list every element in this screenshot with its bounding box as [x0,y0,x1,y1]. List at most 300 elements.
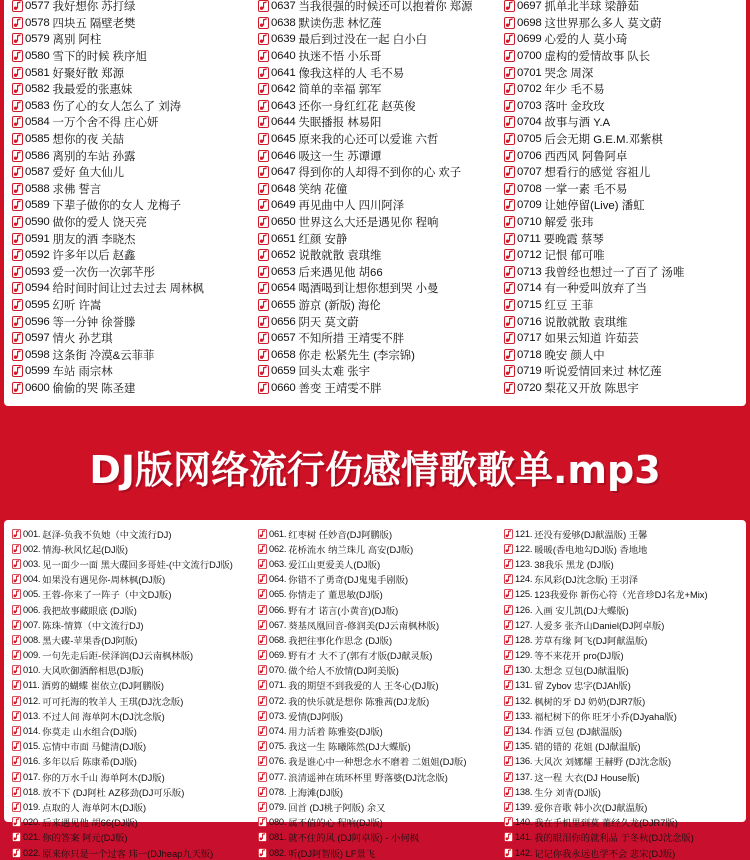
song-title: 爱好 鱼大仙儿 [52,167,125,180]
song-number: 080. [268,817,287,828]
song-number: 141. [514,832,533,843]
song-title: 朋友的酒 李晓杰 [52,233,136,246]
song-list-item [12,799,250,814]
song-number: 013. [23,710,41,721]
song-number: 130. [514,665,533,676]
song-title: 不知所措 王靖雯不胖 [298,333,405,346]
song-list-item [258,147,496,164]
song-number: 0640 [270,50,296,63]
music-note-icon [258,299,269,311]
song-list-item [12,708,250,723]
music-note-icon [258,133,269,145]
music-note-icon [12,382,23,394]
music-note-icon [258,756,267,766]
music-note-icon [258,199,269,211]
music-note-icon [504,133,515,145]
song-number: 0593 [25,265,50,278]
song-title: 多年以后 陈康希(DJ版) [42,757,137,768]
song-number: 139. [514,801,533,812]
song-number: 0697 [516,0,542,13]
music-note-icon [12,635,21,645]
song-number: 133. [514,710,533,721]
song-list-item [504,147,742,164]
song-title: 离别 阿柱 [52,34,102,47]
song-list-item [12,264,250,281]
song-list-item [504,31,742,48]
song-list-item [504,214,742,231]
top-song-list-panel [4,0,746,406]
music-note-icon [504,50,515,62]
song-number: 0600 [25,381,50,394]
song-number: 0718 [516,348,542,361]
song-list-item [504,363,742,380]
song-list-item [258,313,496,330]
music-note-icon [504,382,515,394]
song-number: 003. [23,558,41,569]
song-list-item [12,648,250,663]
song-number: 0653 [270,265,296,278]
bottom-columns [6,526,744,859]
music-note-icon [258,216,269,228]
music-note-icon [12,299,23,311]
song-list-item [12,769,250,784]
song-number: 0720 [516,381,542,394]
song-number: 0716 [516,315,542,328]
song-title: 年少 毛不易 [544,84,605,97]
music-note-icon [504,349,515,361]
song-list-item [504,81,742,98]
song-title: 后来遇见他 胡66(DJ版) [42,818,138,829]
music-note-icon [12,741,21,751]
song-title: 我是谁心中一种想念水不磨着 二姐姐(DJ版) [288,757,467,768]
music-note-icon [12,282,23,294]
song-list-item [12,48,250,65]
song-list-item [12,0,250,15]
song-number: 070. [268,665,287,676]
song-list-item [504,541,742,556]
music-note-icon [504,529,513,539]
music-note-icon [258,0,269,12]
music-note-icon [12,620,21,630]
music-note-icon [258,589,267,599]
music-note-icon [12,365,23,377]
song-number: 0646 [270,149,296,162]
song-title: 我好想你 苏打绿 [52,1,136,14]
song-number: 0577 [25,0,50,13]
song-list-item [12,181,250,198]
music-note-icon [504,680,513,690]
music-note-icon [258,832,267,842]
song-list-item [504,230,742,247]
song-number: 077. [268,771,287,782]
song-list-item [258,280,496,297]
song-number: 0656 [270,315,296,328]
music-note-icon [504,605,513,615]
song-number: 0582 [25,83,50,96]
song-list-item [504,297,742,314]
song-title: 38我乐 黑龙 (DJ版) [534,559,614,570]
song-number: 0644 [270,116,296,129]
song-list-item [504,587,742,602]
song-number: 0712 [516,249,542,262]
song-title: 暖暖(香电地勾DJ版) 香地地 [534,544,648,555]
music-note-icon [258,741,267,751]
song-list-item [12,131,250,148]
music-note-icon [258,316,269,328]
song-title: 等一分钟 徐誉滕 [52,316,136,329]
music-note-icon [504,559,513,569]
song-title: 默读伤悲 林忆莲 [298,17,382,30]
song-list-item [12,678,250,693]
music-note-icon [12,756,21,766]
song-number: 126. [514,604,533,615]
song-list-item [12,632,250,647]
song-title: 不过人间 海单阿木(DJ沈念版) [42,711,165,722]
music-note-icon [504,100,515,112]
song-number: 128. [514,634,533,645]
music-note-icon [12,574,21,584]
music-note-icon [12,848,21,858]
song-number: 138. [514,786,533,797]
song-list-item [258,230,496,247]
song-list-item [258,164,496,181]
song-title: 得到你的人却得不到你的心 欢子 [298,167,462,180]
top-column-2 [252,0,498,404]
song-number: 0589 [25,199,50,212]
song-list-item [258,845,496,860]
song-number: 0707 [516,166,542,179]
music-note-icon [504,249,515,261]
song-title: 让她停留(Live) 潘虹 [544,200,645,213]
music-note-icon [12,332,23,344]
song-list-item [258,587,496,602]
music-note-icon [258,665,267,675]
song-list-item [12,313,250,330]
song-list-item [12,541,250,556]
music-note-icon [258,349,269,361]
music-note-icon [504,620,513,630]
song-list-item [504,723,742,738]
music-note-icon [12,50,23,62]
song-list-item [258,363,496,380]
song-title: 生分 刘青(DJ版) [534,787,601,798]
song-list-item [258,617,496,632]
song-title: 如果没有遇见你-周林枫(DJ版) [42,575,166,586]
song-title: 车站 雨宗林 [52,366,113,379]
song-number: 0578 [25,16,50,29]
song-title: 下辈子做你的女人 龙梅子 [52,200,182,213]
song-number: 0591 [25,232,50,245]
song-title: 阴天 莫文蔚 [298,316,359,329]
song-number: 0643 [270,99,296,112]
music-note-icon [12,665,21,675]
song-title: 回头太难 张宇 [298,366,371,379]
song-title: 失眠播报 林易阳 [298,117,382,130]
music-note-icon [504,756,513,766]
song-number: 135. [514,741,533,752]
song-number: 069. [268,650,287,661]
song-list-item [12,197,250,214]
song-number: 0639 [270,33,296,46]
song-list-item [504,784,742,799]
song-title: 游京 (新版) 海伦 [298,299,381,312]
song-number: 0651 [270,232,296,245]
song-title: 王蓉-你来了一阵子（中文DJ版) [42,590,172,601]
music-note-icon [504,150,515,162]
song-title: 偷偷的哭 陈圣建 [52,382,136,395]
song-title: 野有才 大不了(郭有才版(DJ献灵版) [288,651,433,662]
song-list-item [258,678,496,693]
music-note-icon [504,183,515,195]
song-list-item [504,280,742,297]
song-list-item [504,98,742,115]
top-column-3 [498,0,744,404]
song-list-item [258,739,496,754]
song-list-item [258,48,496,65]
music-note-icon [12,817,21,827]
song-title: 浪清遥神在琉环杯里 野落婆(DJ沈念版) [288,772,448,783]
song-number: 0715 [516,298,542,311]
song-list-item [258,693,496,708]
song-list-item [12,346,250,363]
music-note-icon [12,559,21,569]
top-column-1 [6,0,252,404]
music-note-icon [258,574,267,584]
song-number: 123. [514,558,533,569]
song-title: 晚安 颜人中 [544,349,605,362]
song-number: 0652 [270,249,296,262]
song-number: 0642 [270,83,296,96]
song-list-item [504,678,742,693]
song-number: 015. [23,741,41,752]
song-number: 0584 [25,116,50,129]
song-list-item [12,64,250,81]
music-note-icon [504,199,515,211]
song-list-item [12,617,250,632]
song-number: 020. [23,817,41,828]
song-title: 酒剪的蝴蝶 崔依立(DJ阿鹏版) [41,681,165,692]
music-note-icon [258,680,267,690]
song-list-item [258,15,496,32]
song-number: 073. [268,710,287,721]
song-number: 0655 [270,298,296,311]
song-number: 071. [268,680,287,691]
music-note-icon [12,100,23,112]
music-note-icon [504,266,515,278]
song-title: 留 Zybov 忠字(DJAh版) [534,681,631,692]
song-list-item [504,815,742,830]
music-note-icon [12,116,23,128]
song-number: 124. [514,574,533,585]
song-number: 076. [268,756,287,767]
song-list-item [258,297,496,314]
song-title: 我的期望不到我爱的人 王冬心(DJ版) [288,681,439,692]
music-note-icon [258,696,267,706]
song-title: 原来我的心还可以爱谁 六哲 [298,134,439,147]
song-list-item [258,648,496,663]
song-list-item [258,346,496,363]
song-title: 记恨 郁可唯 [544,250,605,263]
song-title: 抓单北半球 梁静茹 [544,1,639,14]
music-note-icon [258,802,267,812]
song-list-item [12,845,250,860]
song-number: 0583 [25,99,50,112]
song-number: 0698 [516,16,542,29]
song-title: 好聚好散 郑源 [52,67,125,80]
song-title: 我这一生 陈曦陈然(DJ大蝶版) [288,742,411,753]
song-list-item [504,754,742,769]
music-note-icon [258,529,267,539]
song-title: 这条街 冷漠&云菲菲 [52,349,155,362]
song-title: 错的错的 花姐 (DJ献温版) [534,742,641,753]
banner-title: DJ版网络流行伤感情歌歌单.mp3 [89,447,661,492]
music-note-icon [258,67,269,79]
song-title: 我把故事藏眼底 (DJ版) [42,605,137,616]
song-number: 012. [23,695,41,706]
music-note-icon [504,635,513,645]
song-title: 后会无期 G.E.M.邓紫棋 [544,134,663,147]
song-title: 用力活着 陈雅姿(DJ版) [288,727,383,738]
song-list-item [12,247,250,264]
song-number: 081. [268,832,287,843]
song-number: 0588 [25,182,50,195]
song-title: 求佛 誓言 [52,183,102,196]
music-note-icon [12,787,21,797]
music-note-icon [504,711,513,721]
song-title: 听(DJ阿智版) LF景飞 [288,848,376,859]
music-note-icon [504,544,513,554]
song-number: 0647 [270,166,296,179]
song-list-item [504,617,742,632]
song-title: 花桥流水 纳兰珠儿 高安(DJ版) [288,544,414,555]
song-number: 068. [268,634,287,645]
music-note-icon [12,266,23,278]
music-note-icon [258,787,267,797]
music-note-icon [12,832,21,842]
song-title: 吸这一生 苏谭谭 [298,150,382,163]
song-number: 001. [23,528,41,539]
song-title: 世界这么大还是遇见你 程响 [298,217,439,230]
song-title: 你情走了 董思敏(DJ版) [288,590,383,601]
song-list-item [258,708,496,723]
song-number: 0645 [270,133,296,146]
music-note-icon [12,650,21,660]
song-title: 黑大碟-苹果香(DJ阿版) [42,635,138,646]
music-note-icon [12,183,23,195]
song-list-item [258,214,496,231]
song-list-item [258,114,496,131]
song-number: 142. [514,847,533,858]
song-title: 情火 孙艺琪 [52,333,113,346]
music-note-icon [12,711,21,721]
song-number: 078. [268,786,287,797]
song-list-item [258,0,496,15]
song-list-item [504,663,742,678]
music-note-icon [258,50,269,62]
song-title: 四块五 隔壁老樊 [52,17,136,30]
song-number: 0717 [516,332,542,345]
song-title: 太想念 豆包(DJ献温版) [534,666,629,677]
song-number: 066. [268,604,287,615]
song-list-item [12,830,250,845]
song-list-item [504,313,742,330]
song-title: 赵泽-负我不负她（中文流行DJ) [42,529,172,540]
song-number: 134. [514,726,533,737]
song-list-item [258,723,496,738]
music-note-icon [258,100,269,112]
music-note-icon [258,116,269,128]
banner [0,412,750,520]
song-number: 061. [268,528,287,539]
song-list-item [12,739,250,754]
song-list-item [258,330,496,347]
song-title: 大风吹御酒醉相思(DJ版) [42,666,144,677]
song-number: 0699 [516,33,542,46]
song-title: 放不下 (DJ阿杜 AZ移劲(DJ可乐版) [42,787,185,798]
song-number: 002. [23,543,41,554]
song-list-item [258,98,496,115]
song-number: 0598 [25,348,50,361]
song-number: 0638 [270,16,296,29]
song-list-item [504,114,742,131]
song-list-item [12,230,250,247]
song-list-item [12,81,250,98]
song-title: 听说爱情回来过 林忆莲 [544,366,662,379]
song-list-item [12,31,250,48]
bottom-column-2 [252,526,498,859]
music-note-icon [504,33,515,45]
song-number: 0579 [25,33,50,46]
song-number: 079. [268,801,287,812]
song-title: 西西风 阿鲁阿卓 [544,150,628,163]
music-note-icon [504,650,513,660]
song-list-item [504,602,742,617]
song-list-item [12,556,250,571]
song-list-item [258,131,496,148]
song-number: 137. [514,771,533,782]
music-note-icon [12,529,21,539]
song-list-item [258,541,496,556]
song-list-item [12,380,250,397]
song-list-item [504,380,742,397]
song-title: 如果云知道 许茹芸 [544,333,639,346]
song-title: 我最爱的张惠妹 [52,84,133,97]
music-note-icon [12,772,21,782]
music-note-icon [258,183,269,195]
song-number: 0590 [25,216,50,229]
song-list-item [12,723,250,738]
song-list-item [504,708,742,723]
music-note-icon [504,166,515,178]
song-title: 这一程 大衣(DJ House版) [534,772,640,783]
song-title: 属不值的心 程响(DJ版) [288,818,383,829]
song-list-item [504,799,742,814]
song-list-item [12,297,250,314]
song-list-item [258,784,496,799]
song-title: 红颜 安静 [298,233,348,246]
song-title: 爱你音歌 韩小次(DJ献温版) [534,802,648,813]
song-list-item [504,572,742,587]
song-list-item [504,197,742,214]
song-list-item [12,526,250,541]
song-title: 再见曲中人 四川阿泽 [298,200,405,213]
song-number: 067. [268,619,287,630]
music-note-icon [258,544,267,554]
music-note-icon [12,696,21,706]
song-list-item [12,330,250,347]
song-list-item [12,602,250,617]
song-title: 这世界那么多人 莫文蔚 [544,17,662,30]
